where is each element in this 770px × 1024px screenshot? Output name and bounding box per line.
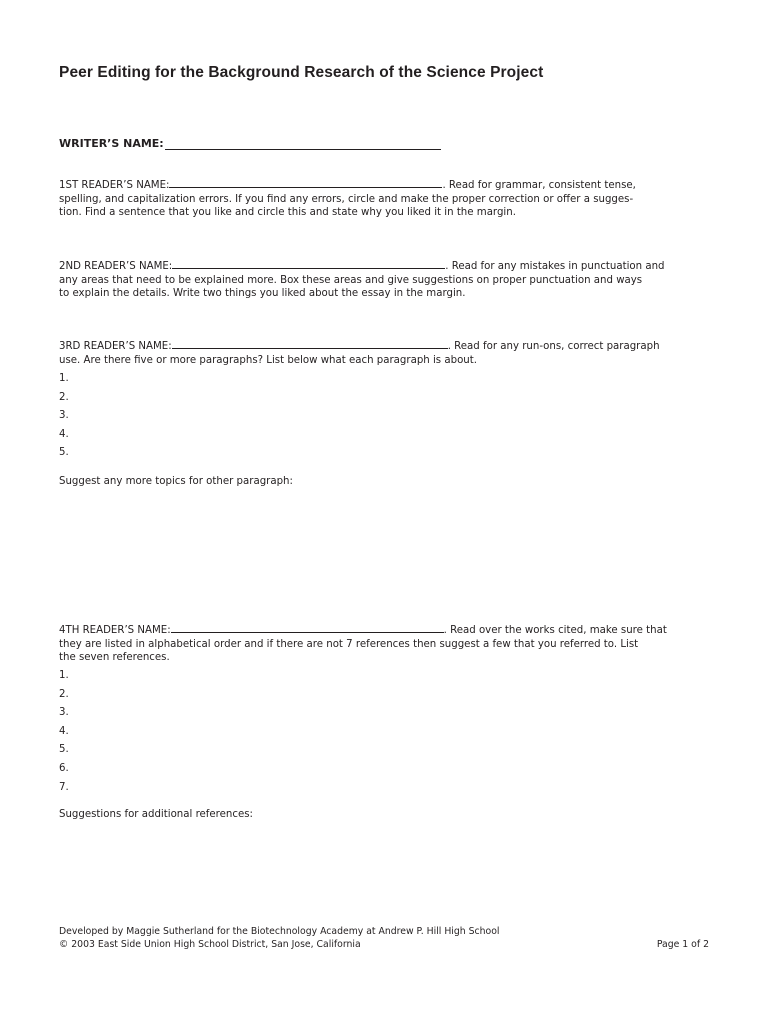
reader4-reference-list (59, 669, 69, 799)
list-item[interactable]: 2. (59, 391, 69, 403)
list-item[interactable]: 1. (59, 670, 69, 681)
footer-credit: Developed by Maggie Sutherland for the Biotechnology Academy at Andrew P. Hill High School (59, 926, 500, 937)
page-footer (59, 926, 709, 951)
list-item[interactable]: 7. (59, 781, 69, 793)
reader1-line3: tion. Find a sentence that you like and circle this and state why you liked it in the margin. (59, 207, 516, 218)
reader3-paragraph-list (59, 372, 69, 465)
reader4-suggest-prompt: Suggestions for additional references: (59, 809, 253, 820)
reader1-line1: . Read for grammar, consistent tense, (442, 180, 636, 191)
list-item[interactable]: 4. (59, 725, 69, 737)
list-item[interactable]: 2. (59, 688, 69, 700)
reader2-name-line[interactable] (172, 259, 445, 269)
page-title: Peer Editing for the Background Research of the Science Project (59, 64, 544, 81)
reader2-label: 2ND READER’S NAME: (59, 261, 173, 272)
reader1-label: 1ST READER’S NAME: (59, 180, 170, 191)
reader3-section (59, 339, 711, 367)
reader2-line2: any areas that need to be explained more. Box these areas and give suggestions on proper punctuation and ways (59, 274, 643, 286)
reader2-section (59, 259, 711, 301)
list-item[interactable]: 3. (59, 410, 69, 422)
reader4-section (59, 623, 711, 665)
list-item[interactable]: 5. (59, 447, 69, 459)
reader3-suggest-prompt: Suggest any more topics for other paragraph: (59, 476, 293, 487)
reader4-label: 4TH READER’S NAME: (59, 625, 171, 636)
writer-name-line[interactable] (165, 137, 441, 150)
reader4-line1: . Read over the works cited, make sure that (443, 625, 667, 636)
list-item[interactable]: 1. (59, 373, 69, 384)
page-number: Page 1 of 2 (656, 938, 709, 950)
writer-name-label: WRITER’S NAME: (59, 137, 164, 150)
reader2-line3: to explain the details. Write two things you liked about the essay in the margin. (59, 288, 466, 299)
reader4-line3: the seven references. (59, 652, 170, 663)
list-item[interactable]: 6. (59, 762, 69, 774)
reader3-line1: . Read for any run-ons, correct paragraph (447, 341, 660, 352)
reader3-line2: use. Are there five or more paragraphs? List below what each paragraph is about. (59, 354, 477, 366)
footer-copyright: © 2003 East Side Union High School District, San Jose, California (59, 938, 361, 950)
reader3-name-line[interactable] (172, 339, 448, 349)
list-item[interactable]: 3. (59, 707, 69, 719)
reader2-line1: . Read for any mistakes in punctuation and (445, 261, 665, 272)
list-item[interactable]: 4. (59, 428, 69, 440)
reader1-section (59, 178, 711, 220)
reader1-line2: spelling, and capitalization errors. If you find any errors, circle and make the proper correction or offer a sugges- (59, 193, 634, 205)
reader3-label: 3RD READER’S NAME: (59, 341, 172, 352)
reader4-name-line[interactable] (171, 623, 444, 633)
list-item[interactable]: 5. (59, 744, 69, 756)
writer-name-field (59, 137, 441, 150)
reader4-line2: they are listed in alphabetical order and if there are not 7 references then suggest a few that you referred to. List (59, 638, 639, 650)
reader1-name-line[interactable] (169, 178, 442, 188)
